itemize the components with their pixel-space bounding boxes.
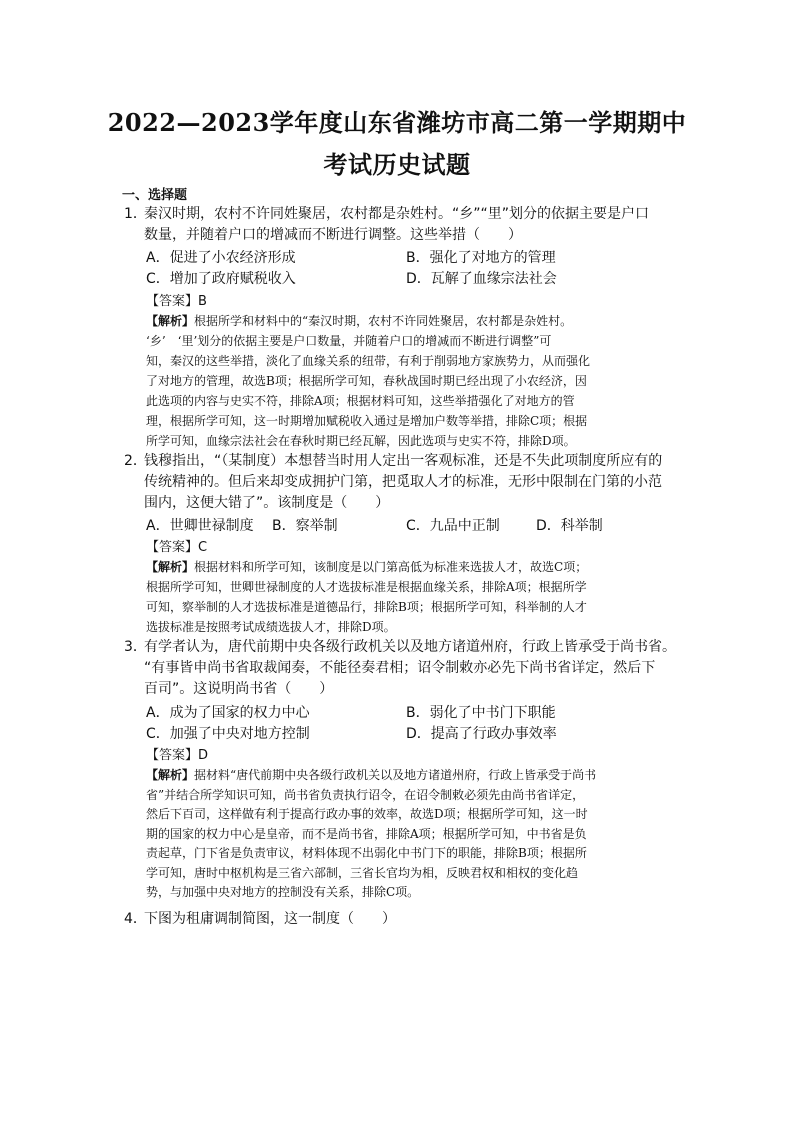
explanation-line: 根据材料和所学可知，该制度是以门第高低为标准来选拔人才，故选C项； [194, 560, 588, 574]
option-c: C．增加了政府赋税收入 [146, 271, 296, 287]
option-c: C．九品中正制 [406, 518, 500, 534]
explanation [146, 311, 686, 451]
option-b: B．察举制 [272, 518, 338, 534]
question-text-line: 钱穆指出，“（某制度）本想替当时用人定出一客观标准，还是不失此项制度所应有的 [144, 453, 663, 469]
question-text-line: 围内，这便大错了”。该制度是（ ） [144, 495, 390, 511]
explanation-line: 可知，察举制的人才选拔标准是道德品行，排除B项；根据所学可知，科举制的人才 [146, 600, 587, 614]
question-text-line: 传统精神的。但后来却变成拥护门第，把觅取人才的标准，无形中限制在门第的小范 [144, 474, 662, 490]
explanation-line: 知，秦汉的这些举措，淡化了血缘关系的纽带，有利于削弱地方家族势力，从而强化 [146, 354, 591, 368]
answer: 【答案】C [146, 540, 208, 555]
document-title-line2: 考试历史试题 [323, 150, 471, 179]
explanation-line: 此选项的内容与史实不符，排除A项；根据材料可知，这些举措强化了对地方的管 [146, 394, 575, 408]
document-title-line1: 2022—2023学年度山东省潍坊市高二第一学期期中 [107, 108, 687, 137]
explanation-line: 学可知，唐时中枢机构是三省六部制，三省长官均为相，反映君权和相权的变化趋 [146, 865, 579, 880]
option-a: A．世卿世禄制度 [146, 518, 254, 534]
explanation-tag: 【解析】 [146, 768, 195, 782]
option-c: C．加强了中央对地方控制 [146, 726, 310, 742]
question-number: 4． [124, 911, 147, 927]
explanation-tag: 【解析】 [146, 314, 195, 328]
option-d: D．提高了行政办事效率 [406, 726, 557, 742]
explanation-line: 省”并结合所学知识可知，尚书省负责执行诏令，在诏令制敕必须先由尚书省详定， [146, 787, 585, 802]
explanation-line: ‘乡’ ‘里’划分的依据主要是户口数量，并随着户口的增减而不断进行调整”可 [146, 334, 552, 348]
option-d: D．科举制 [536, 518, 603, 534]
answer: 【答案】B [146, 294, 207, 309]
question-text-line: 数量，并随着户口的增减而不断进行调整。这些举措（ ） [144, 227, 522, 243]
option-a: A．促进了小农经济形成 [146, 250, 296, 266]
explanation-line: 势，与加强中央对地方的控制没有关系，排除C项。 [146, 885, 420, 899]
explanation-line: 根据所学可知，世卿世禄制度的人才选拔标准是根据血缘关系，排除A项；根据所学 [146, 580, 587, 594]
question-text-line: “有事皆申尚书省取裁闻奏，不能径奏君相；诏令制敕亦必先下尚书省详定，然后下 [144, 660, 656, 676]
explanation [146, 766, 686, 903]
explanation-line: 了对地方的管理，故选B项；根据所学可知，春秋战国时期已经出现了小农经济，因 [146, 374, 587, 388]
explanation-line: 根据所学和材料中的“秦汉时期，农村不许同姓聚居，农村都是杂姓村。 [194, 314, 573, 328]
question-number: 2． [124, 453, 147, 469]
explanation-line: 然后下百司，这样做有利于提高行政办事的效率，故选D项；根据所学可知，这一时 [146, 807, 588, 821]
question-text-line: 有学者认为，唐代前期中央各级行政机关以及地方诸道州府，行政上皆承受于尚书省。 [144, 639, 676, 655]
option-b: B．弱化了中书门下职能 [406, 705, 556, 721]
option-d: D．瓦解了血缘宗法社会 [406, 271, 557, 287]
question-text-line: 下图为租庸调制简图，这一制度（ ） [144, 911, 396, 927]
question-number: 3． [124, 639, 147, 655]
option-a: A．成为了国家的权力中心 [146, 705, 310, 721]
explanation-line: 理，根据所学可知，这一时期增加赋税收入通过是增加户数等举措，排除C项；根据 [146, 414, 588, 428]
explanation [146, 557, 686, 637]
explanation-tag: 【解析】 [146, 560, 195, 574]
section-heading: 一、选择题 [122, 188, 188, 203]
question-number: 1． [124, 206, 147, 222]
question-text-line: 百司”。这说明尚书省（ ） [144, 681, 334, 697]
answer: 【答案】D [146, 748, 209, 763]
explanation-line: 期的国家的权力中心是皇帝，而不是尚书省，排除A项；根据所学可知，中书省是负 [146, 826, 587, 841]
option-b: B．强化了对地方的管理 [406, 250, 556, 266]
explanation-line: 所学可知，血缘宗法社会在春秋时期已经瓦解，因此选项与史实不符，排除D项。 [146, 434, 576, 448]
explanation-line: 责起草，门下省是负责审议，材料体现不出弱化中书门下的职能，排除B项；根据所 [146, 846, 587, 860]
question-text-line: 秦汉时期，农村不许同姓聚居，农村都是杂姓村。“乡”“里”划分的依据主要是户口 [144, 206, 650, 222]
explanation-line: 据材料“唐代前期中央各级行政机关以及地方诸道州府，行政上皆承受于尚书 [194, 768, 597, 782]
explanation-line: 选拔标准是按照考试成绩选拔人才，排除D项。 [146, 620, 396, 634]
